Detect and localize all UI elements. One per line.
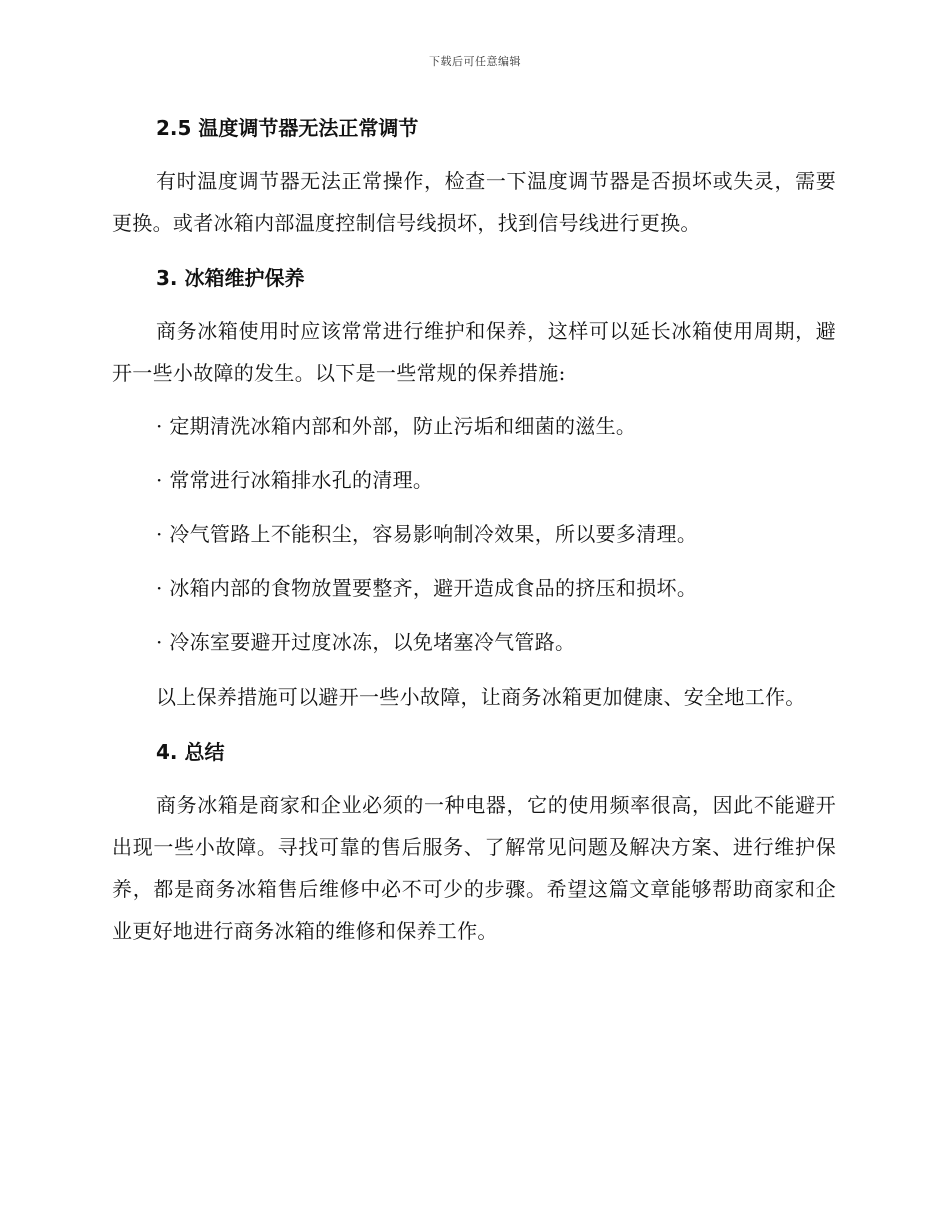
bullet-item: · 常常进行冰箱排水孔的清理。: [156, 468, 434, 492]
bullet-item: · 定期清洗冰箱内部和外部，防止污垢和细菌的滋生。: [156, 414, 637, 438]
bullet-item: · 冷冻室要避开过度冰冻，以免堵塞冷气管路。: [156, 630, 576, 654]
section-heading-4: 4. 总结: [156, 740, 225, 764]
section-4-paragraph: 商务冰箱是商家和企业必须的一种电器，它的使用频率很高，因此不能避开出现一些小故障。寻找可靠的售后服务、了解常见问题及解决方案、进行维护保养，都是商务冰箱售后维修中必不可少的步骤。希望这篇文章能够帮助商家和企业更好地进行商务冰箱的维修和保养工作。: [112, 793, 836, 943]
section-heading-3: 3. 冰箱维护保养: [156, 266, 305, 290]
section-3-closing: 以上保养措施可以避开一些小故障，让商务冰箱更加健康、安全地工作。: [156, 685, 806, 709]
section-heading-2-5: 2.5 温度调节器无法正常调节: [156, 116, 419, 140]
bullet-item: · 冷气管路上不能积尘，容易影响制冷效果，所以要多清理。: [156, 522, 698, 546]
section-2-5-paragraph: 有时温度调节器无法正常操作，检查一下温度调节器是否损坏或失灵，需要更换。或者冰箱内部温度控制信号线损坏，找到信号线进行更换。: [112, 169, 836, 235]
bullet-item: · 冰箱内部的食物放置要整齐，避开造成食品的挤压和损坏。: [156, 576, 698, 600]
header-note: 下载后可任意编辑: [429, 55, 521, 68]
section-3-intro: 商务冰箱使用时应该常常进行维护和保养，这样可以延长冰箱使用周期，避开一些小故障的发生。以下是一些常规的保养措施:: [112, 319, 836, 385]
document-body: [112, 108, 836, 952]
